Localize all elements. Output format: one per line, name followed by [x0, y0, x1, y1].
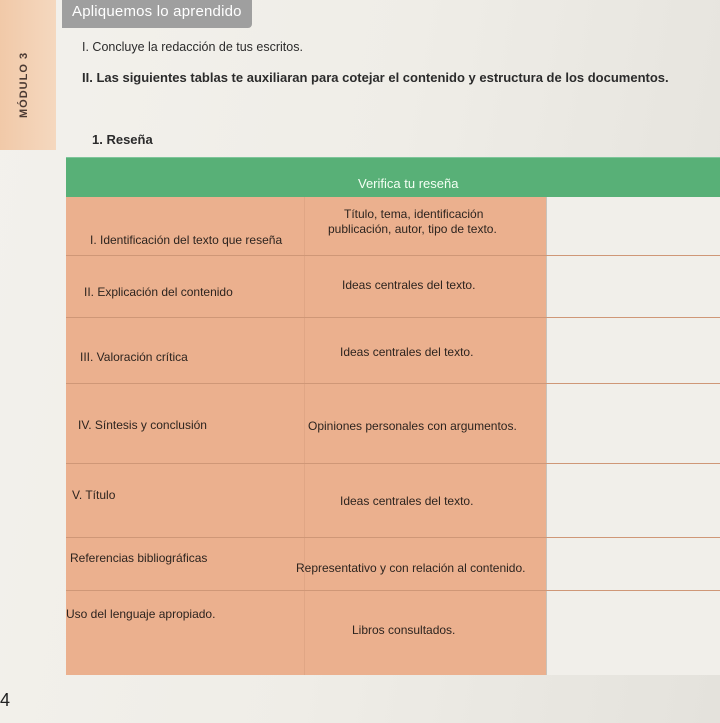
table-empty-column — [546, 197, 720, 675]
section-header: Apliquemos lo aprendido — [72, 3, 242, 20]
table-cell-criterion: Referencias bibliográficas — [70, 551, 208, 565]
table-cell-check: Opiniones personales con argumentos. — [308, 419, 517, 433]
table-cell-criterion: IV. Síntesis y conclusión — [78, 418, 207, 432]
table-cell-criterion: I. Identificación del texto que reseña — [90, 233, 283, 247]
row-divider — [66, 383, 720, 384]
table-cell-criterion: V. Título — [72, 488, 116, 502]
row-divider — [66, 590, 720, 591]
table-cell-check: Ideas centrales del texto. — [342, 278, 476, 292]
review-checklist-table — [46, 145, 720, 675]
instruction-2: II. Las siguientes tablas te auxiliaran para cotejar el contenido y estructura de los documentos. — [82, 70, 669, 85]
row-divider — [66, 317, 720, 318]
table-cell-check: Título, tema, identificación — [344, 207, 484, 221]
column-divider — [304, 197, 305, 675]
page-number: 4 — [0, 690, 11, 710]
table-header — [66, 157, 720, 198]
section-title: 1. Reseña — [92, 132, 153, 147]
table-header-text: Verifica tu reseña — [358, 176, 459, 191]
row-divider — [66, 537, 720, 538]
table-cell-criterion: II. Explicación del contenido — [84, 285, 233, 299]
row-divider — [66, 255, 720, 256]
table-cell-criterion: III. Valoración crítica — [80, 350, 188, 364]
table-cell-check: Ideas centrales del texto. — [340, 345, 474, 359]
row-divider — [66, 463, 720, 464]
table-cell-check: publicación, autor, tipo de texto. — [328, 222, 497, 236]
instruction-1: I. Concluye la redacción de tus escritos. — [82, 40, 303, 54]
module-label: MÓDULO 3 — [18, 51, 30, 118]
table-cell-check: Ideas centrales del texto. — [340, 494, 474, 508]
table-cell-check: Libros consultados. — [352, 623, 456, 637]
table-body — [66, 197, 546, 675]
table-cell-criterion: Uso del lenguaje apropiado. — [66, 607, 216, 621]
table-cell-check: Representativo y con relación al contenido. — [296, 561, 526, 575]
